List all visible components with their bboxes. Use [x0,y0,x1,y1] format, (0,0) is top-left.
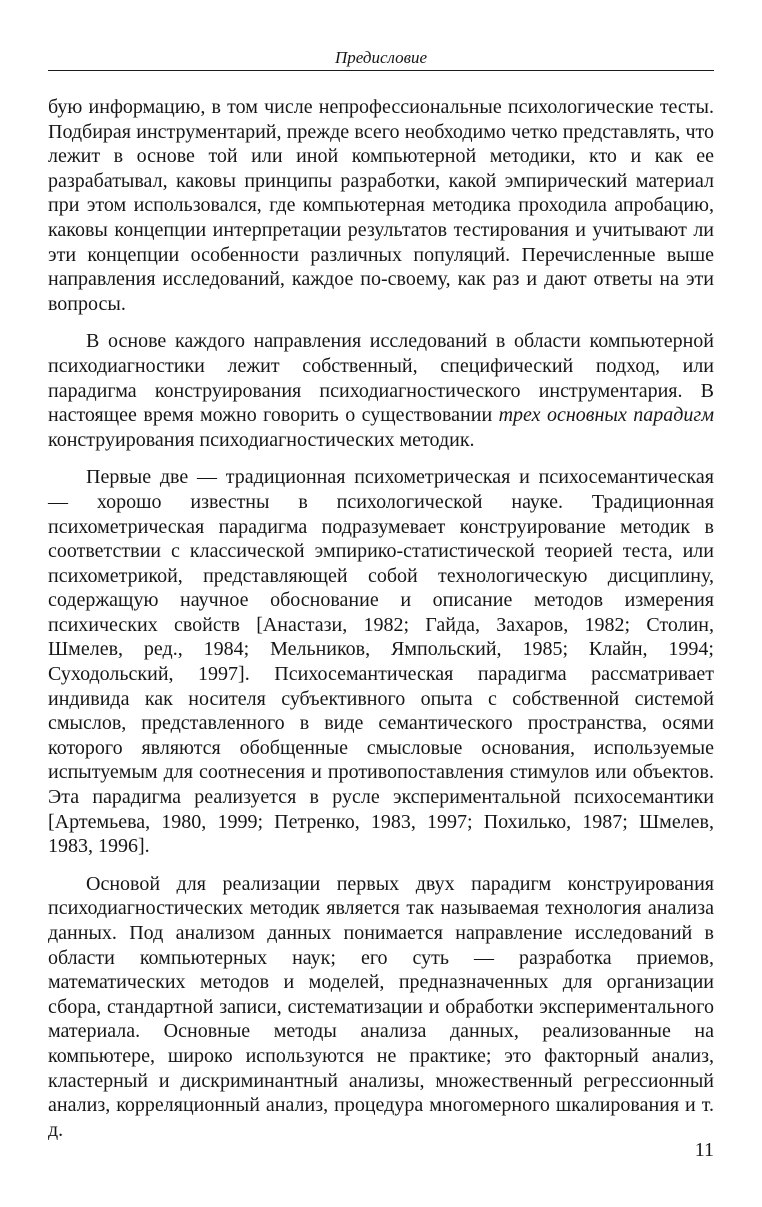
paragraph-2 [48,329,714,452]
header-rule [48,70,714,71]
text-body [48,95,714,1142]
paragraph-1: бую информацию, в том числе непрофессиональные психологические тесты. Подбирая инструментарий, прежде всего необходимо четко представлять, что лежит в основе той или иной компьютерной методики, кто и как ее разрабатывал, каковы принципы разработки, какой эмпирический материал при этом использовался, где компьютерная методика проходила апробацию, каковы концепции интерпретации результатов тестирования и учитывают ли эти концепции особенности различных популяций. Перечисленные выше направления исследований, каждое по-своему, как раз и дают ответы на эти вопросы. [48,96,714,315]
running-head: Предисловие [334,48,428,67]
page-number: 11 [694,1139,714,1161]
paragraph-2-text-end: конструирования психодиагностических методик. [48,428,475,451]
paragraph-3: Первые две — традиционная психометрическая и психосемантическая — хорошо известны в психологической науке. Традиционная психометрическая парадигма подразумевает конструирование методик в соответствии с классической эмпирико-статистической теорией теста, или психометрикой, представляющей собой технологическую дисциплину, содержащую научное обоснование и описание методов измерения психических свойств [Анастази, 1982; Гайда, Захаров, 1982; Столин, Шмелев, ред., 1984; Мельников, Ямпольский, 1985; Клайн, 1994; Суходольский, 1997]. Психосемантическая парадигма рассматривает индивида как носителя субъективного опыта с собственной системой смыслов, представленного в виде семантического пространства, осями которого являются обобщенные смысловые основания, используемые испытуемым для соотнесения и противопоставления стимулов или объектов. Эта парадигма реализуется в русле экспериментальной психосемантики [Артемьева, 1980, 1999; Петренко, 1983, 1997; Похилько, 1987; Шмелев, 1983, 1996]. [48,466,714,858]
paragraph-2-emphasis: трех основных парадигм [498,404,714,427]
paragraph-2-text-start: В основе каждого направления исследований в области компьютерной психодиагностики лежит собственный, специфический подход, или парадигма конструирования психодиагностического инструментария. В настоящее время можно говорить о существовании [48,330,714,427]
paragraph-4: Основой для реализации первых двух парадигм конструирования психодиагностических методик является так называемая технология анализа данных. Под анализом данных понимается направление исследований в области компьютерных наук; его суть — разработка приемов, математических методов и моделей, предназначенных для организации сбора, стандартной записи, систематизации и обработки экспериментального материала. Основные методы анализа данных, реализованные на компьютере, широко используются не практике; это факторный анализ, кластерный и дискриминантный анализы, множественный регрессионный анализ, корреляционный анализ, процедура многомерного шкалирования и т. д. [48,872,714,1141]
